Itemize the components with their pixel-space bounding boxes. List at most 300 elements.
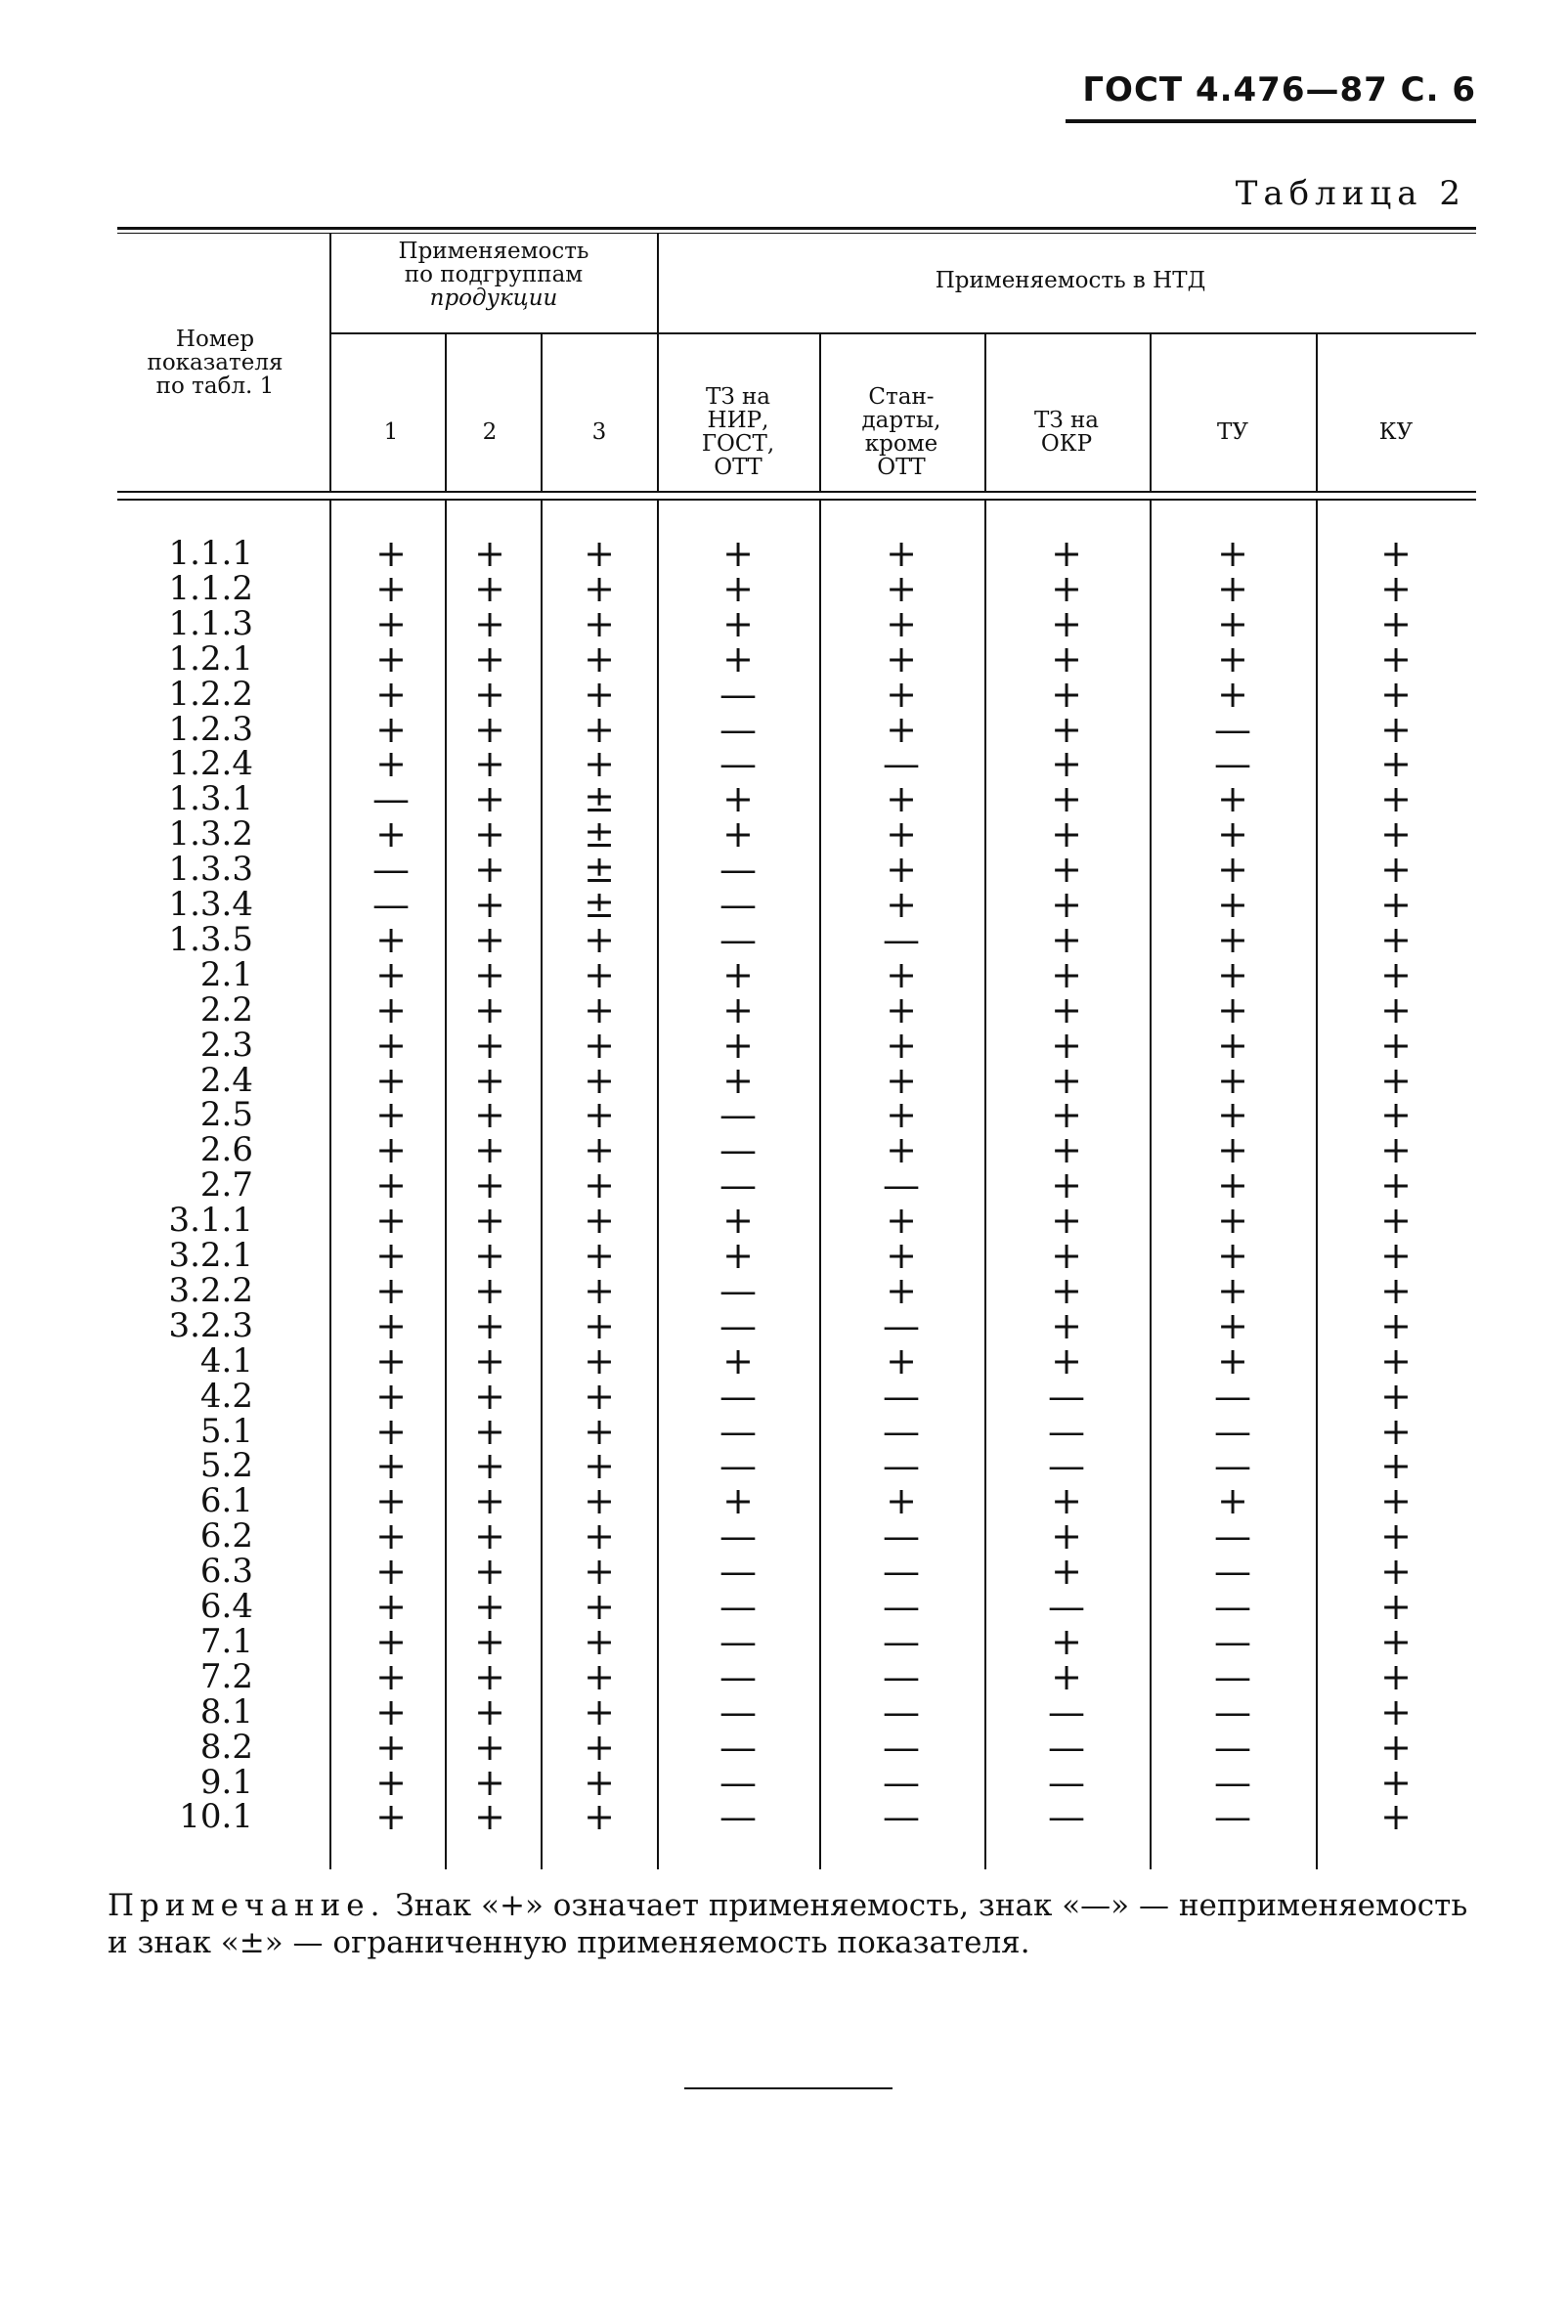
table-cell: + — [886, 1338, 917, 1382]
table-cell: + — [1217, 636, 1248, 680]
group2-header: Применяемость в НТД — [935, 268, 1206, 293]
row-label: 3.1.1 — [168, 1201, 253, 1241]
table-cell: + — [375, 1654, 407, 1698]
row-label: 6.1 — [199, 1481, 253, 1521]
table-cell: + — [375, 1514, 407, 1558]
note — [108, 1887, 1476, 1961]
table-cell: + — [584, 1760, 615, 1804]
header-line: дарты, — [861, 408, 941, 433]
table-cell: — — [719, 1619, 757, 1663]
table-cell: + — [722, 1479, 754, 1523]
table-cell: — — [1048, 1374, 1085, 1418]
table-cell: + — [1380, 1689, 1412, 1733]
column-divider — [1316, 334, 1318, 491]
header-line: продукции — [429, 285, 558, 311]
table-cell: + — [886, 1058, 917, 1102]
table-cell: + — [474, 1338, 505, 1382]
table-cell: + — [722, 952, 754, 996]
table-cell: + — [1217, 601, 1248, 645]
table-cell: + — [722, 1058, 754, 1102]
header-line: ТЗ на — [705, 384, 771, 410]
table-cell: + — [1217, 672, 1248, 716]
table-cell: + — [886, 707, 917, 751]
table-cell: + — [1380, 1479, 1412, 1523]
table-cell: + — [1051, 1619, 1082, 1663]
header-line: НИР, — [707, 408, 769, 433]
table-cell: + — [375, 1023, 407, 1067]
table-cell: + — [474, 883, 505, 926]
table-cell: + — [886, 532, 917, 575]
subheader-4 — [660, 385, 816, 479]
table-cell: + — [375, 532, 407, 575]
table-cell: ± — [584, 883, 615, 926]
table-cell: — — [883, 1444, 920, 1488]
row-label: 1.1.3 — [168, 603, 253, 643]
table-cell: + — [474, 1093, 505, 1137]
table-cell: + — [1051, 917, 1082, 961]
table-cell: — — [883, 1550, 920, 1594]
table-cell: — — [372, 848, 410, 892]
table-cell: + — [1051, 1303, 1082, 1347]
table-cell: + — [584, 1514, 615, 1558]
table-cell: — — [1048, 1795, 1085, 1839]
group1-underline — [329, 332, 657, 334]
table-cell: + — [1217, 1338, 1248, 1382]
table-cell: + — [584, 1725, 615, 1769]
table-cell: + — [1217, 532, 1248, 575]
header-line: Номер — [175, 327, 255, 352]
row-label: 1.3.1 — [168, 779, 253, 819]
table-cell: + — [886, 812, 917, 856]
row-label: 1.2.3 — [168, 709, 253, 749]
table-cell: + — [584, 1444, 615, 1488]
table-cell: + — [474, 917, 505, 961]
table-cell: + — [1380, 1409, 1412, 1453]
table-cell: + — [375, 1409, 407, 1453]
table-cell: — — [1214, 707, 1251, 751]
header-line: 1 — [383, 419, 399, 445]
table-cell: + — [584, 1795, 615, 1839]
table-cell: + — [375, 1689, 407, 1733]
table-cell: + — [886, 883, 917, 926]
table-cell: + — [1051, 1234, 1082, 1277]
column-divider — [445, 334, 447, 491]
table-cell: — — [719, 883, 757, 926]
table-cell: — — [1214, 1374, 1251, 1418]
table-cell: + — [375, 1303, 407, 1347]
table-cell: + — [1051, 848, 1082, 892]
table-cell: + — [1380, 532, 1412, 575]
column-divider-body — [984, 501, 986, 1869]
column-divider-body — [1316, 501, 1318, 1869]
header-bottom-rule-2 — [117, 499, 1476, 501]
column-divider — [1150, 334, 1152, 491]
table-cell: + — [584, 952, 615, 996]
row-label: 2.7 — [199, 1165, 253, 1206]
table-cell: + — [474, 566, 505, 610]
table-cell: + — [1051, 1338, 1082, 1382]
row-label: 2.4 — [199, 1060, 253, 1100]
row-label: 2.6 — [199, 1130, 253, 1170]
table-cell: + — [1217, 1268, 1248, 1312]
row-label: 3.2.2 — [168, 1270, 253, 1310]
column-divider — [984, 334, 986, 491]
table-cell: + — [1051, 952, 1082, 996]
table-cell: + — [1217, 1479, 1248, 1523]
table-cell: — — [883, 1725, 920, 1769]
table-cell: — — [1214, 1725, 1251, 1769]
table-cell: + — [722, 777, 754, 821]
row-number-header — [117, 328, 313, 398]
table-cell: + — [722, 566, 754, 610]
table-cell: + — [1380, 1303, 1412, 1347]
table-cell: + — [1380, 1374, 1412, 1418]
bottom-rule — [684, 2087, 893, 2089]
header-line: показателя — [147, 350, 283, 375]
row-label: 2.5 — [199, 1095, 253, 1135]
table-cell: — — [883, 1374, 920, 1418]
table-cell: + — [474, 848, 505, 892]
table-cell: + — [886, 952, 917, 996]
table-cell: + — [1051, 1128, 1082, 1172]
table-cell: + — [584, 1654, 615, 1698]
table-cell: ± — [584, 777, 615, 821]
row-label: 7.2 — [199, 1656, 253, 1696]
table-cell: + — [474, 1654, 505, 1698]
row-label: 6.4 — [199, 1587, 253, 1626]
column-divider — [657, 233, 659, 491]
table-cell: + — [375, 952, 407, 996]
table-cell: + — [375, 1058, 407, 1102]
subheader-6 — [988, 409, 1145, 456]
header-line: по табл. 1 — [155, 373, 275, 399]
table-cell: — — [719, 1444, 757, 1488]
table-cell: — — [883, 1514, 920, 1558]
table-cell: + — [886, 1128, 917, 1172]
table-cell: — — [719, 848, 757, 892]
table-cell: — — [883, 1654, 920, 1698]
table-cell: + — [474, 1689, 505, 1733]
table-cell: + — [584, 1023, 615, 1067]
table-cell: + — [1051, 1550, 1082, 1594]
row-label: 2.1 — [199, 954, 253, 994]
table-cell: + — [584, 1199, 615, 1243]
table-cell: + — [474, 1409, 505, 1453]
table-cell: + — [1380, 1058, 1412, 1102]
row-label: 5.2 — [199, 1446, 253, 1486]
table-cell: + — [375, 1585, 407, 1628]
table-cell: + — [1380, 672, 1412, 716]
table-cell: + — [474, 532, 505, 575]
column-divider-body — [819, 501, 821, 1869]
row-label: 2.2 — [199, 989, 253, 1030]
note-text: Знак «+» означает применяемость, знак «—» — неприменяемость и знак «±» — ограниченную применяемость показателя. — [108, 1888, 1468, 1960]
table-cell: + — [1380, 566, 1412, 610]
table-cell: + — [375, 566, 407, 610]
table-cell: — — [1048, 1760, 1085, 1804]
column-divider-body — [329, 501, 331, 1869]
table-cell: + — [375, 1444, 407, 1488]
table-cell: + — [474, 636, 505, 680]
table-cell: + — [584, 1093, 615, 1137]
table-cell: + — [474, 952, 505, 996]
table-cell: + — [1217, 812, 1248, 856]
table-cell: + — [474, 1444, 505, 1488]
table-cell: — — [719, 1585, 757, 1628]
row-label: 1.3.2 — [168, 814, 253, 855]
table-cell: ± — [584, 848, 615, 892]
table-cell: — — [1048, 1409, 1085, 1453]
table-cell: + — [474, 1058, 505, 1102]
row-label: 4.2 — [199, 1376, 253, 1416]
table-cell: + — [584, 1128, 615, 1172]
header-line: по подгруппам — [404, 262, 584, 287]
table-cell: + — [474, 1514, 505, 1558]
subheader-8 — [1318, 420, 1474, 444]
table-cell: + — [1051, 566, 1082, 610]
note-lead: Примечание. — [108, 1888, 386, 1923]
header-rule — [1066, 119, 1476, 123]
table-cell: + — [1051, 1514, 1082, 1558]
column-divider-body — [657, 501, 659, 1869]
table-cell: + — [1217, 1128, 1248, 1172]
table-cell: + — [1380, 1268, 1412, 1312]
row-label: 8.1 — [199, 1691, 253, 1732]
row-label: 6.3 — [199, 1552, 253, 1592]
header-line: ГОСТ, — [701, 431, 775, 457]
table-cell: + — [1217, 1093, 1248, 1137]
row-label: 10.1 — [179, 1797, 253, 1837]
header-line: ТЗ на — [1033, 408, 1100, 433]
table-cell: — — [719, 1163, 757, 1207]
table-cell: — — [719, 1725, 757, 1769]
document-header: ГОСТ 4.476—87 С. 6 — [1082, 70, 1476, 110]
row-label: 1.2.1 — [168, 638, 253, 679]
table-cell: + — [722, 601, 754, 645]
table-cell: + — [1217, 1023, 1248, 1067]
table-cell: + — [584, 1303, 615, 1347]
group1-header — [332, 240, 655, 310]
table-cell: + — [1051, 707, 1082, 751]
table-cell: + — [886, 848, 917, 892]
table-cell: + — [722, 987, 754, 1031]
table-cell: + — [1380, 848, 1412, 892]
header-line: ОТТ — [714, 455, 762, 480]
table-cell: + — [474, 742, 505, 786]
table-cell: — — [1048, 1585, 1085, 1628]
table-cell: + — [584, 707, 615, 751]
table-cell: + — [1380, 601, 1412, 645]
table-cell: + — [1380, 1444, 1412, 1488]
table-cell: + — [1217, 1058, 1248, 1102]
table-cell: + — [1380, 812, 1412, 856]
table-cell: + — [1217, 566, 1248, 610]
table-cell: + — [722, 1023, 754, 1067]
row-label: 8.2 — [199, 1727, 253, 1767]
table-cell: + — [1217, 917, 1248, 961]
table-cell: — — [719, 1268, 757, 1312]
table-cell: — — [719, 742, 757, 786]
subheader-3 — [521, 420, 677, 444]
table-cell: — — [719, 1760, 757, 1804]
table-cell: — — [719, 1409, 757, 1453]
table-cell: — — [719, 1689, 757, 1733]
table-cell: — — [1214, 1585, 1251, 1628]
table-cell: + — [1217, 1163, 1248, 1207]
table-cell: + — [474, 1163, 505, 1207]
table-cell: — — [883, 1619, 920, 1663]
table-cell: — — [719, 1303, 757, 1347]
table-cell: + — [886, 566, 917, 610]
table-cell: + — [584, 1058, 615, 1102]
table-cell: — — [719, 917, 757, 961]
table-cell: + — [584, 601, 615, 645]
table-cell: + — [1380, 1654, 1412, 1698]
table-cell: + — [474, 1268, 505, 1312]
table-cell: + — [1051, 883, 1082, 926]
table-cell: — — [719, 1654, 757, 1698]
table-caption: Таблица 2 — [1235, 174, 1466, 213]
table-cell: + — [1217, 987, 1248, 1031]
table-cell: — — [1214, 1795, 1251, 1839]
table-cell: — — [719, 707, 757, 751]
table-cell: + — [584, 1338, 615, 1382]
table-cell: + — [474, 1760, 505, 1804]
table-cell: — — [883, 917, 920, 961]
table-cell: + — [375, 1725, 407, 1769]
table-cell: + — [474, 1479, 505, 1523]
table-cell: — — [883, 1303, 920, 1347]
table-cell: + — [1051, 672, 1082, 716]
row-label: 1.3.3 — [168, 850, 253, 890]
table-cell: + — [1217, 1234, 1248, 1277]
table-cell: + — [584, 1619, 615, 1663]
table-cell: + — [1217, 777, 1248, 821]
table-cell: + — [375, 1199, 407, 1243]
table-cell: — — [719, 1128, 757, 1172]
table-cell: — — [883, 1585, 920, 1628]
row-label: 4.1 — [199, 1340, 253, 1381]
table-cell: + — [584, 566, 615, 610]
table-cell: + — [375, 1128, 407, 1172]
table-cell: + — [474, 1550, 505, 1594]
table-cell: + — [584, 1268, 615, 1312]
table-cell: + — [474, 1303, 505, 1347]
table-cell: + — [474, 1795, 505, 1839]
table-cell: — — [372, 883, 410, 926]
table-cell: — — [372, 777, 410, 821]
table-cell: + — [1217, 1199, 1248, 1243]
table-cell: + — [886, 1093, 917, 1137]
table-cell: + — [1051, 1479, 1082, 1523]
table-cell: + — [584, 1234, 615, 1277]
row-label: 7.1 — [199, 1621, 253, 1661]
table-cell: + — [584, 987, 615, 1031]
table-cell: — — [883, 1760, 920, 1804]
row-label: 1.2.2 — [168, 674, 253, 714]
table-cell: + — [375, 1268, 407, 1312]
header-line: Применяемость — [398, 239, 589, 264]
table-cell: + — [1380, 1163, 1412, 1207]
table-cell: + — [1051, 601, 1082, 645]
table-cell: — — [719, 1374, 757, 1418]
table-cell: — — [883, 1409, 920, 1453]
table-cell: — — [1214, 1654, 1251, 1698]
table-cell: + — [1051, 1058, 1082, 1102]
table-cell: — — [1048, 1689, 1085, 1733]
table-cell: + — [722, 1234, 754, 1277]
table-cell: + — [375, 1093, 407, 1137]
header-line: 2 — [482, 419, 498, 445]
table-cell: + — [886, 672, 917, 716]
table-cell: + — [886, 1199, 917, 1243]
table-cell: + — [1380, 883, 1412, 926]
table-cell: + — [1380, 777, 1412, 821]
table-cell: — — [883, 1163, 920, 1207]
table-cell: + — [474, 1374, 505, 1418]
table-cell: + — [1051, 1093, 1082, 1137]
table-cell: + — [584, 1689, 615, 1733]
table-cell: + — [886, 1268, 917, 1312]
row-label: 1.1.2 — [168, 568, 253, 608]
subheader-7 — [1154, 420, 1311, 444]
table-cell: + — [584, 1163, 615, 1207]
table-cell: + — [584, 1585, 615, 1628]
header-line: КУ — [1378, 419, 1414, 445]
table-cell: + — [375, 1163, 407, 1207]
table-cell: + — [375, 672, 407, 716]
table-cell: + — [1051, 1163, 1082, 1207]
table-cell: + — [375, 1619, 407, 1663]
table-cell: + — [474, 1234, 505, 1277]
table-cell: + — [474, 812, 505, 856]
table-cell: — — [1214, 1619, 1251, 1663]
table-cell: — — [1214, 1444, 1251, 1488]
table-cell: + — [1217, 952, 1248, 996]
table-cell: — — [1214, 1760, 1251, 1804]
table-cell: — — [1214, 1409, 1251, 1453]
table-cell: + — [1380, 952, 1412, 996]
table-cell: + — [1380, 1550, 1412, 1594]
table-cell: + — [375, 1479, 407, 1523]
table-cell: — — [1214, 1689, 1251, 1733]
table-cell: + — [474, 777, 505, 821]
table-cell: — — [1048, 1444, 1085, 1488]
table-cell: + — [474, 672, 505, 716]
table-cell: + — [1051, 812, 1082, 856]
table-cell: + — [886, 777, 917, 821]
table-cell: + — [584, 672, 615, 716]
table-cell: + — [1380, 636, 1412, 680]
column-divider — [541, 334, 543, 491]
header-line: ОТТ — [877, 455, 926, 480]
table-cell: + — [375, 601, 407, 645]
table-cell: + — [375, 812, 407, 856]
table-cell: + — [1380, 1338, 1412, 1382]
table-cell: + — [1051, 987, 1082, 1031]
table-cell: + — [886, 1479, 917, 1523]
table-cell: — — [719, 1514, 757, 1558]
table-cell: + — [375, 636, 407, 680]
table-cell: ± — [584, 812, 615, 856]
table-cell: + — [1051, 777, 1082, 821]
table-top-rule — [117, 227, 1476, 230]
table-cell: + — [886, 1023, 917, 1067]
table-cell: + — [1051, 742, 1082, 786]
table-cell: + — [1380, 1725, 1412, 1769]
table-cell: + — [1051, 1268, 1082, 1312]
table-cell: + — [1051, 1199, 1082, 1243]
